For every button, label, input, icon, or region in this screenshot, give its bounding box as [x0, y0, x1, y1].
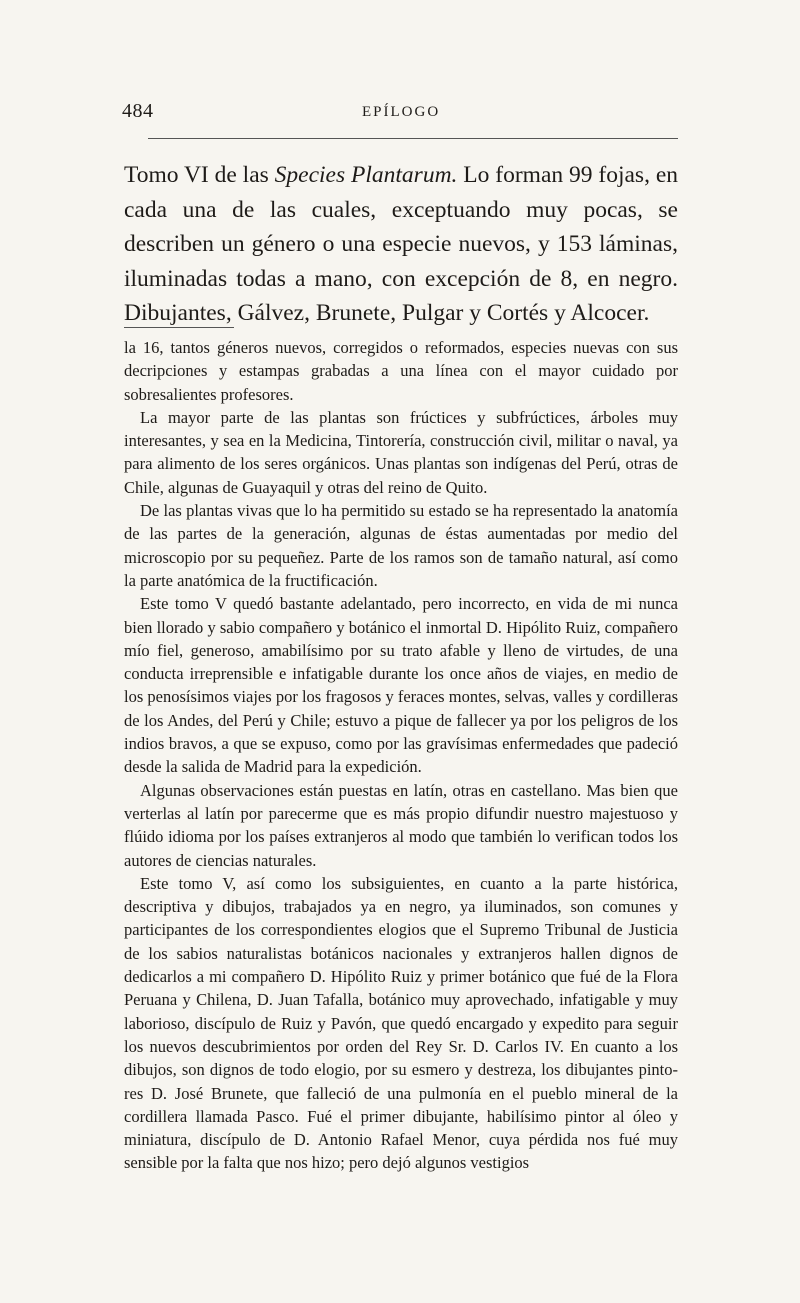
- running-title: EPÍLOGO: [362, 104, 441, 120]
- footnote-rule: [124, 327, 234, 328]
- note-paragraph: Este tomo V, así como los subsiguientes, en cuanto a la parte histórica, descriptiva y dibujos, trabajados ya en negro, ya iluminados, son comunes y participantes de los correspondientes elogios que el Supremo Tribunal de Justicia de los sabios naturalistas botánicos nacionales y extranjeros hallen dignos de dedicarlos a mi compañero D. Hipólito Ruiz y primer botánico que fué de la Flora Peruana y Chilena, D. Juan Tafalla, botánico muy aprovechado, infatigable y muy laborioso, discípulo de Ruiz y Pavón, que quedó encargado y expedito para seguir los nuevos descubrimientos por orden del Rey Sr. D. Carlos IV. En cuanto a los dibujos, son dignos de todo elogio, por su esmero y destreza, los dibujantes pintores D. José Brunete, que falleció de una pulmonía en el pueblo mineral de la cordillera llamada Pasco. Fué el primer dibujante, habilísimo pintor al óleo y miniatura, discípulo de D. Antonio Rafael Menor, cuya pérdida nos fué muy sensible por la falta que nos hizo; pero dejó algunos vestigios: [124, 873, 678, 1173]
- species-plantarum-title: Species Plantarum.: [274, 162, 458, 188]
- notes-section: [124, 336, 678, 1175]
- main-paragraph: [124, 158, 678, 331]
- note-paragraph: Algunas observaciones están puestas en latín, otras en castellano. Mas bien que verterlas al latín por parecerme que es más propio difundir nuestro majestuoso y flúido idioma por los países extranjeros al modo que también lo verifican todos los autores de ciencias naturales.: [124, 780, 678, 870]
- main-text-before: Tomo VI de las: [124, 162, 275, 188]
- page-number: 484: [122, 100, 154, 122]
- main-text-after: Lo forman 99 fojas, en cada una de las cuales, exceptuando muy pocas, se describen un género o una especie nuevos, y 153 láminas, iluminadas todas a mano, con excepción de 8, en negro. Dibujantes, Gálvez, Brunete, Pulgar y Cortés y Alcocer.: [124, 162, 679, 326]
- note-paragraph: la 16, tantos géneros nuevos, corregidos o reformados, especies nuevas con sus decripciones y estampas grabadas a una línea con el mayor cuidado por sobresalientes profesores.: [124, 338, 678, 404]
- running-head: [122, 100, 682, 130]
- note-paragraph: La mayor parte de las plantas son frúctices y subfrúctices, árboles muy interesantes, y sea en la Medicina, Tintorería, construcción civil, militar o naval, ya para alimento de los seres orgánicos. Unas plantas son indígenas del Perú, otras de Chile, algunas de Guayaquil y otras del reino de Quito.: [124, 407, 678, 497]
- note-paragraph: De las plantas vivas que lo ha permitido su estado se ha representado la anatomía de las partes de la generación, algunas de éstas aumentadas por medio del microscopio por su pequeñez. Parte de los ramos son de tamaño natural, así como la parte anatómica de la fructificación.: [124, 501, 678, 590]
- note-paragraph: Este tomo V quedó bastante adelantado, pero incorrecto, en vida de mi nunca bien llorado y sabio compañero y botánico el inmortal D. Hipólito Ruiz, compañero mío fiel, generoso, amabilísimo por su trato afable y lleno de virtudes, de una conducta irreprensible e infatigable durante los once años de viajes, en medio de los penosísimos viajes por los fragosos y feraces montes, selvas, valles y cordilleras de los Andes, del Perú y Chile; estuvo a pique de fallecer ya por los peligros de los indios bravos, a que se expuso, como por las gravísimas enfermedades que padeció desde la salida de Madrid para la expedición.: [124, 594, 678, 777]
- header-rule: [148, 138, 678, 139]
